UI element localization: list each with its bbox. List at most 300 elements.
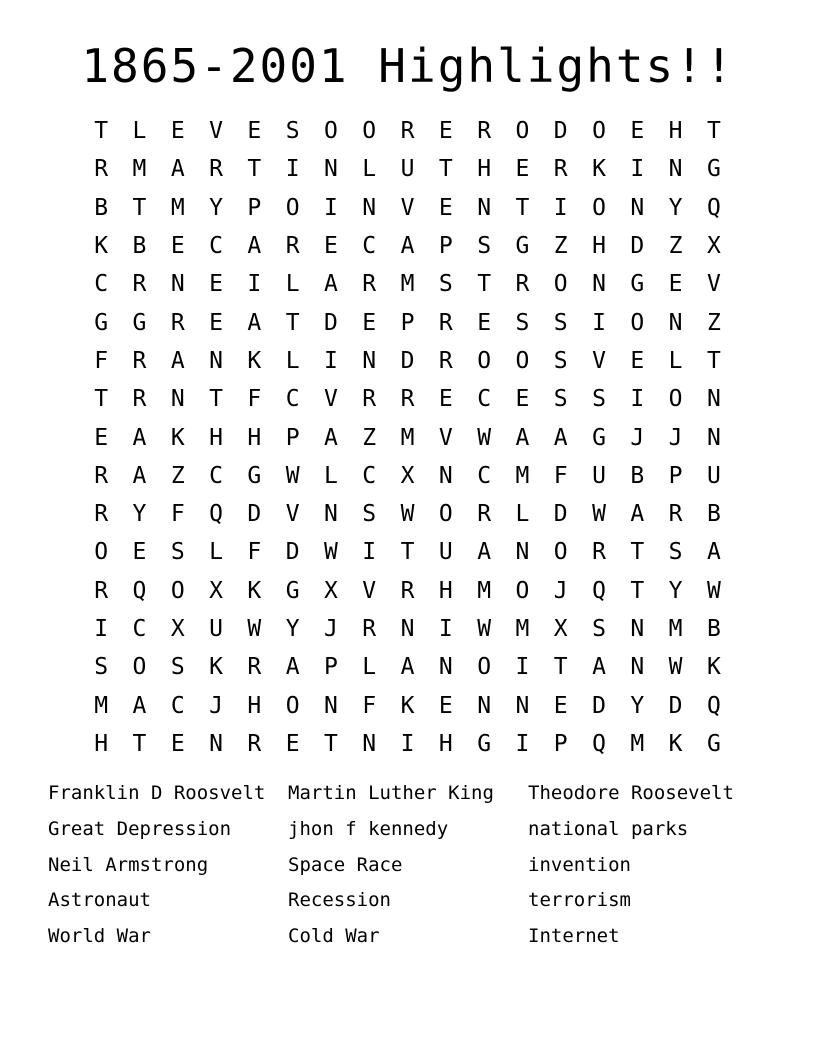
grid-letter: S [553,386,568,413]
grid-letter: T [209,386,223,413]
grid-letter: Q [592,730,606,757]
grid-letter: M [400,271,415,298]
grid-letter: R [209,156,223,183]
grid-row [82,189,736,227]
word-list-item: Internet [528,925,620,948]
word-list-item: terrorism [528,889,631,912]
grid-letter: C [362,233,377,260]
grid-letter: U [706,462,721,489]
grid-letter: V [400,194,415,221]
grid-letter: M [132,156,147,183]
grid-letter: V [592,347,606,374]
word-list-item: Space Race [288,853,403,876]
grid-letter: P [553,730,568,757]
grid-letter: W [706,577,721,604]
grid-letter: E [438,118,453,145]
grid-letter: E [94,424,109,451]
grid-letter: M [170,194,185,221]
grid-letter: V [706,271,721,298]
word-list-item: Astronaut [48,889,151,912]
grid-letter: J [630,424,645,451]
grid-letter: N [515,539,530,566]
grid-letter: S [170,654,185,681]
grid-letter: A [515,424,530,451]
grid-letter: X [324,577,338,604]
grid-letter: X [209,577,223,604]
grid-letter: S [285,118,300,145]
grid-letter: R [132,347,147,374]
grid-letter: T [553,654,568,681]
grid-letter: H [438,577,453,604]
grid-letter: S [438,271,453,298]
grid-letter: V [438,424,453,451]
grid-letter: D [324,309,338,336]
grid-letter: A [324,271,338,298]
grid-row [82,150,736,188]
grid-row [82,418,736,456]
grid-letter: V [324,386,338,413]
grid-letter: R [94,156,109,183]
grid-letter: I [247,271,262,298]
grid-row [82,227,736,265]
grid-letter: S [477,233,492,260]
grid-letter: Z [553,233,568,260]
grid-letter: D [247,501,262,528]
grid-letter: S [553,347,568,374]
grid-letter: D [668,692,683,719]
grid-letter: M [515,462,530,489]
grid-letter: C [477,462,492,489]
grid-letter: G [94,309,109,336]
grid-letter: L [324,462,338,489]
grid-letter: M [515,616,530,642]
grid-letter: C [285,386,300,413]
grid-letter: P [668,462,683,489]
grid-letter: I [515,654,530,681]
grid-letter: A [324,424,338,451]
grid-letter: B [132,233,147,260]
grid-letter: T [94,118,109,145]
grid-letter: U [209,616,223,642]
grid-letter: T [706,118,721,145]
grid-letter: Z [706,309,721,336]
grid-letter: I [630,386,645,413]
grid-letter: Y [285,616,300,642]
grid-letter: E [209,309,223,336]
grid-letter: G [247,462,262,489]
grid-letter: S [553,309,568,336]
word-list-item: jhon f kennedy [288,817,449,840]
letter-grid [82,112,736,763]
grid-letter: D [553,118,568,145]
grid-letter: H [247,424,262,451]
grid-row [82,572,736,610]
grid-letter: E [630,118,645,145]
grid-letter: R [362,616,377,642]
page-title: 1865-2001 Highlights!! [81,39,735,93]
grid-letter: T [400,539,415,566]
grid-letter: H [438,730,453,757]
grid-letter: E [438,194,453,221]
grid-letter: S [592,616,606,642]
grid-letter: E [170,233,185,260]
grid-letter: M [94,692,109,719]
grid-letter: I [285,156,300,183]
grid-letter: Y [668,194,683,221]
grid-letter: Z [668,233,683,260]
grid-letter: Q [592,577,606,604]
grid-letter: V [362,577,377,604]
grid-letter: R [94,577,109,604]
grid-letter: P [400,309,415,336]
grid-letter: W [247,616,262,642]
grid-letter: I [553,194,568,221]
grid-letter: E [132,539,147,566]
grid-letter: C [362,462,377,489]
grid-letter: R [94,501,109,528]
grid-letter: R [170,309,185,336]
grid-letter: N [477,194,492,221]
word-list [48,776,768,955]
grid-row [82,495,736,533]
grid-letter: K [706,654,721,681]
grid-letter: N [706,424,721,451]
grid-letter: Z [170,462,185,489]
grid-letter: A [132,462,147,489]
grid-letter: R [132,271,147,298]
grid-letter: M [400,424,415,451]
grid-letter: H [592,233,606,260]
grid-letter: A [630,501,645,528]
grid-letter: I [324,194,338,221]
grid-letter: T [515,194,530,221]
grid-letter: A [247,309,262,336]
grid-row [82,380,736,418]
word-list-item: Franklin D Roosvelt [48,782,266,804]
grid-letter: P [438,233,453,260]
grid-letter: N [592,271,606,298]
grid-letter: U [400,156,415,183]
grid-letter: J [209,692,223,719]
grid-letter: E [324,233,338,260]
grid-letter: D [592,692,606,719]
grid-letter: C [94,271,109,298]
grid-letter: A [170,156,185,183]
grid-letter: N [668,156,683,183]
word-column [48,776,288,955]
grid-letter: S [362,501,377,528]
word-list-item: Recession [288,889,391,912]
grid-letter: N [209,347,223,374]
grid-letter: B [94,194,109,221]
grid-letter: O [132,654,147,681]
grid-letter: H [668,118,683,145]
grid-letter: N [706,386,721,413]
grid-letter: L [362,156,377,183]
grid-letter: S [170,539,185,566]
grid-letter: G [285,577,300,604]
grid-letter: O [438,501,453,528]
grid-letter: R [592,539,606,566]
grid-letter: G [706,156,721,183]
grid-letter: N [324,692,338,719]
grid-letter: C [170,692,185,719]
grid-letter: Q [132,577,147,604]
grid-letter: E [438,386,453,413]
grid-letter: C [209,233,223,260]
grid-letter: O [477,347,492,374]
grid-letter: M [668,616,683,642]
grid-letter: O [285,692,300,719]
grid-letter: E [438,692,453,719]
grid-letter: T [132,730,147,757]
grid-row [82,342,736,380]
grid-letter: N [324,501,338,528]
grid-letter: T [94,386,109,413]
grid-letter: W [592,501,606,528]
grid-letter: A [592,654,606,681]
grid-letter: E [515,156,530,183]
grid-letter: C [209,462,223,489]
grid-letter: H [209,424,223,451]
grid-letter: N [515,692,530,719]
grid-letter: Q [706,194,721,221]
grid-letter: R [247,730,262,757]
grid-letter: F [247,539,262,566]
grid-letter: Q [706,692,721,719]
grid-letter: R [362,271,377,298]
grid-letter: N [170,271,185,298]
grid-letter: E [170,730,185,757]
grid-letter: Y [668,577,683,604]
grid-letter: T [132,194,147,221]
grid-letter: K [247,347,262,374]
grid-letter: N [477,692,492,719]
grid-letter: R [477,501,492,528]
word-column [528,776,768,955]
grid-letter: X [706,233,721,260]
grid-letter: V [285,501,300,528]
grid-letter: K [209,654,223,681]
grid-letter: O [553,271,568,298]
grid-letter: I [362,539,377,566]
word-list-item: invention [528,853,631,876]
grid-letter: L [515,501,530,528]
grid-letter: R [477,118,492,145]
grid-letter: J [553,577,568,604]
grid-letter: I [438,616,453,642]
grid-letter: C [132,616,147,642]
grid-letter: N [630,194,645,221]
word-list-item: national parks [528,817,689,840]
grid-letter: A [477,539,492,566]
grid-letter: L [285,347,300,374]
grid-letter: A [132,692,147,719]
grid-letter: G [592,424,606,451]
grid-letter: O [362,118,377,145]
grid-letter: E [668,271,683,298]
grid-letter: A [132,424,147,451]
grid-letter: A [247,233,262,260]
grid-letter: C [477,386,492,413]
grid-letter: O [592,194,606,221]
grid-letter: N [400,616,415,642]
word-list-item: World War [48,925,151,948]
grid-row [82,725,736,763]
grid-letter: W [668,654,683,681]
grid-letter: L [285,271,300,298]
grid-letter: R [285,233,300,260]
grid-letter: O [285,194,300,221]
grid-letter: F [553,462,568,489]
grid-letter: E [170,118,185,145]
grid-row [82,265,736,303]
grid-letter: F [247,386,262,413]
grid-letter: V [209,118,223,145]
grid-letter: I [324,347,338,374]
grid-letter: N [630,616,645,642]
grid-letter: P [285,424,300,451]
grid-letter: T [630,577,645,604]
grid-letter: M [477,577,492,604]
grid-letter: X [400,462,415,489]
grid-letter: G [515,233,530,260]
grid-letter: R [400,577,415,604]
grid-letter: N [362,194,377,221]
grid-letter: F [362,692,377,719]
grid-letter: I [400,730,415,757]
grid-letter: W [285,462,300,489]
grid-letter: U [592,462,606,489]
grid-letter: L [362,654,377,681]
grid-letter: O [324,118,338,145]
grid-letter: I [515,730,530,757]
grid-letter: P [324,654,338,681]
grid-letter: O [94,539,109,566]
grid-letter: M [630,730,645,757]
grid-letter: G [706,730,721,757]
grid-row [82,610,736,648]
grid-letter: L [668,347,683,374]
grid-letter: O [170,577,185,604]
grid-letter: D [553,501,568,528]
grid-letter: R [132,386,147,413]
grid-letter: O [477,654,492,681]
grid-letter: R [94,462,109,489]
grid-letter: R [515,271,530,298]
grid-letter: Q [209,501,223,528]
grid-letter: E [285,730,300,757]
grid-letter: Y [209,194,223,221]
grid-letter: E [247,118,262,145]
grid-letter: G [132,309,147,336]
grid-letter: P [247,194,262,221]
grid-letter: T [324,730,338,757]
grid-letter: E [362,309,377,336]
word-list-item: Neil Armstrong [48,853,209,876]
grid-letter: A [285,654,300,681]
word-column [288,776,528,955]
grid-letter: E [515,386,530,413]
grid-letter: T [285,309,300,336]
grid-letter: D [400,347,415,374]
grid-letter: T [477,271,492,298]
grid-letter: L [209,539,223,566]
grid-letter: Z [362,424,377,451]
grid-letter: W [477,616,492,642]
grid-letter: E [630,347,645,374]
grid-letter: K [170,424,185,451]
grid-letter: D [285,539,300,566]
grid-letter: E [477,309,492,336]
grid-row [82,457,736,495]
grid-letter: X [553,616,568,642]
grid-letter: N [438,462,453,489]
grid-letter: I [94,616,109,642]
grid-letter: B [630,462,645,489]
grid-letter: U [438,539,453,566]
grid-letter: N [209,730,223,757]
grid-letter: S [94,654,109,681]
grid-letter: A [400,654,415,681]
grid-letter: K [668,730,683,757]
grid-letter: T [247,156,262,183]
grid-letter: N [668,309,683,336]
grid-letter: R [668,501,683,528]
grid-letter: O [630,309,645,336]
grid-letter: J [324,616,338,642]
grid-letter: O [515,577,530,604]
word-list-item: Martin Luther King [288,782,494,804]
grid-letter: H [94,730,109,757]
grid-letter: O [592,118,606,145]
word-list-item: Cold War [288,925,380,948]
grid-letter: T [706,347,721,374]
grid-letter: I [630,156,645,183]
grid-letter: A [553,424,568,451]
grid-letter: N [630,654,645,681]
grid-letter: Y [132,501,147,528]
grid-letter: O [515,118,530,145]
grid-letter: Y [630,692,645,719]
grid-row [82,648,736,686]
grid-letter: I [592,309,606,336]
grid-letter: R [362,386,377,413]
grid-letter: X [170,616,185,642]
grid-letter: R [438,309,453,336]
grid-letter: N [438,654,453,681]
grid-letter: R [400,386,415,413]
grid-letter: R [400,118,415,145]
grid-letter: H [247,692,262,719]
grid-letter: K [94,233,109,260]
grid-letter: T [438,156,453,183]
grid-letter: N [324,156,338,183]
grid-letter: A [400,233,415,260]
grid-letter: T [630,539,645,566]
word-list-item: Theodore Roosevelt [528,782,734,804]
grid-letter: E [553,692,568,719]
grid-letter: K [247,577,262,604]
grid-letter: R [553,156,568,183]
grid-letter: S [515,309,530,336]
grid-letter: R [247,654,262,681]
grid-letter: B [706,616,721,642]
grid-letter: A [706,539,721,566]
grid-letter: D [630,233,645,260]
grid-letter: W [477,424,492,451]
grid-row [82,533,736,571]
